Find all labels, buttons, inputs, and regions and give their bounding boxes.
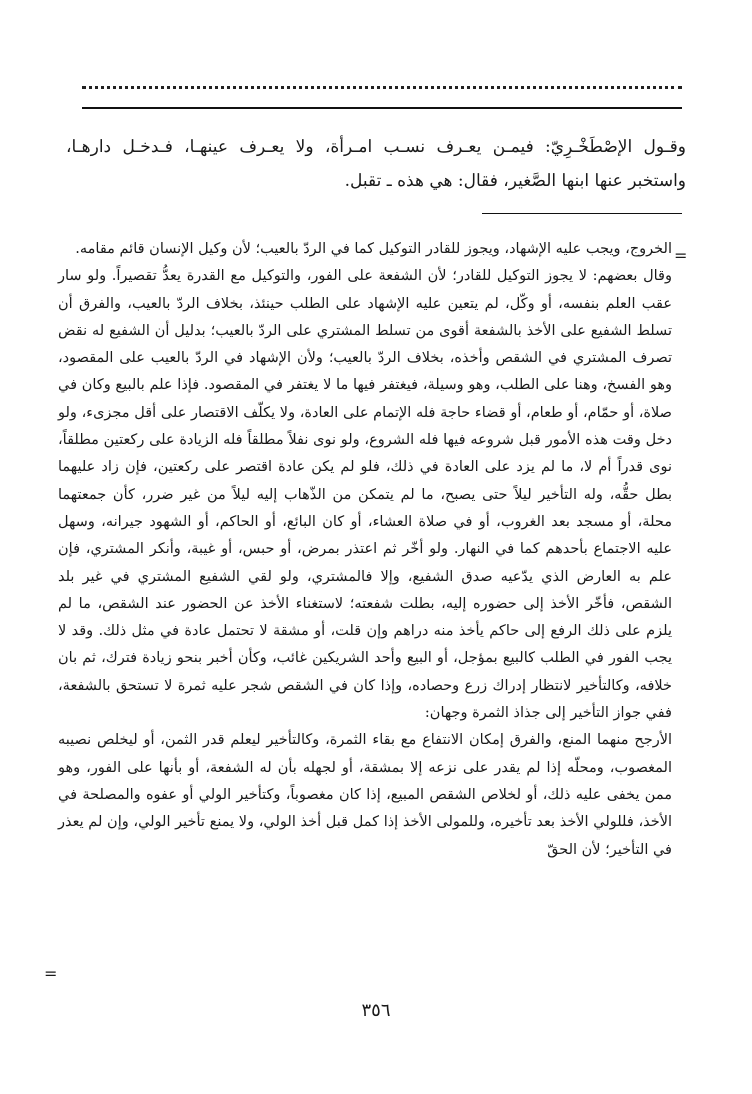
dotted-rule xyxy=(82,86,682,93)
footnote-separator xyxy=(482,213,682,214)
footnote-paragraph: وقال بعضهم: لا يجوز التوكيل للقادر؛ لأن الشفعة على الفور، والتوكيل مع القدرة يعدُّ تقصيراً. ولو سار عقب العلم بنفسه، أو وكّل، لم يتعين عليه الإشهاد على الطلب حينئذ، بخلاف الردّ بالعيب، والفرق أن تسلط الشفيع على الأخذ بالشفعة أقوى من تسلط المشتري على الردّ بالعيب؛ بدليل أن الشفيع له نقض تصرف المشتري في الشقص وأخذه، بخلاف الردّ بالعيب؛ ولأن الإشهاد في الردّ بالعيب على المقصود، وهو الفسخ، وهنا على الطلب، وهو وسيلة، فيغتفر فيها ما لا يغتفر في المقصود. فإذا علم بالبيع وكان في صلاة، أو حمّام، أو طعام، أو قضاء حاجة فله الإتمام على العادة، ولا يكلّف الاقتصار على أقل مجزىء، ولو دخل وقت هذه الأمور قبل شروعه فيها فله الشروع، ولو نوى نفلاً مطلقاً فله الزيادة على ركعتين مطلقاً، نوى قدراً أم لا، ما لم يزد على العادة في ذلك، فلو لم يكن عادة اقتصر على ركعتين، فإن زاد عليهما بطل حقُّه، وله التأخير ليلاً حتى يصبح، ما لم يتمكن من الذّهاب إليه ليلاً من غير ضرر، كأن جمعتهما محلة، أو مسجد بعد الغروب، أو في صلاة العشاء، أو كان البائع، أو الحاكم، أو الشهود جيرانه، وسهل عليه الاجتماع بأحدهم كما في النهار. ولو أخّر ثم اعتذر بمرض، أو حبس، أو غيبة، وأنكر المشتري، فإن علم به العارض الذي يدّعيه صدق الشفيع، وإلا فالمشتري، ولو لقي الشفيع المشتري في غير بلد الشقص، فأخّر الأخذ إلى حضوره إليه، بطلت شفعته؛ لاستغناء الأخذ عن الحضور عند الشقص، ما لم يلزم على ذلك الرفع إلى حاكم يأخذ منه دراهم وإن قلت، أو مشقة لا تحتمل عادة في مثل ذلك. وقد لا يجب الفور في الطلب كالبيع بمؤجل، أو البيع وأحد الشريكين غائب، وكأن أخبر بنحو زيادة فترك، ثم بان خلافه، وكالتأخير لانتظار إدراك زرع وحصاده، وإذا كان في الشقص شجر عليه ثمرة لا تستحق بالشفعة، ففي جواز التأخير إلى جذاذ الثمرة وجهان: xyxy=(58,268,672,722)
continuation-mark-end: = xyxy=(44,964,58,983)
continuation-mark-start: = xyxy=(674,246,688,265)
main-text-paragraph: وقـول الإصْطَخْـرِيّ: فيمـن يعـرف نسـب امـرأة، ولا يعـرف عينهـا، فـدخـل دارهـا، واستخبر عنها ابنها الصَّغير، فقال: هي هذه ـ تقبل. xyxy=(66,137,686,191)
main-text xyxy=(66,130,686,198)
footnote-block xyxy=(58,236,672,864)
header-rule xyxy=(82,107,682,109)
footnote-paragraph: الخروج، ويجب عليه الإشهاد، ويجوز للقادر التوكيل كما في الردّ بالعيب؛ لأن وكيل الإنسان قائم مقامه. xyxy=(75,241,672,257)
footnote-paragraph: الأرجح منهما المنع، والفرق إمكان الانتفاع مع بقاء الثمرة، وكالتأخير ليعلم قدر الثمن، أو ليخلص نصيبه المغصوب، ومحلّه إذا لم يقدر على نزعه إلا بمشقة، أو لجهله بأن له الشفعة، أو بأنها على الفور، وهو ممن يخفى عليه ذلك، أو لخلاص الشقص المبيع، إذا كان مغصوباً، وكتأخير الولي أو عفوه والمصلحة في الأخذ، فللولي الأخذ بعد تأخيره، وللمولى الأخذ إذا كمل قبل أخذ الولي، ولا يمنع تأخير الولي، وإن لم يعذر في التأخير؛ لأن الحقّ xyxy=(58,732,672,858)
page-number: ٣٥٦ xyxy=(361,1000,391,1021)
